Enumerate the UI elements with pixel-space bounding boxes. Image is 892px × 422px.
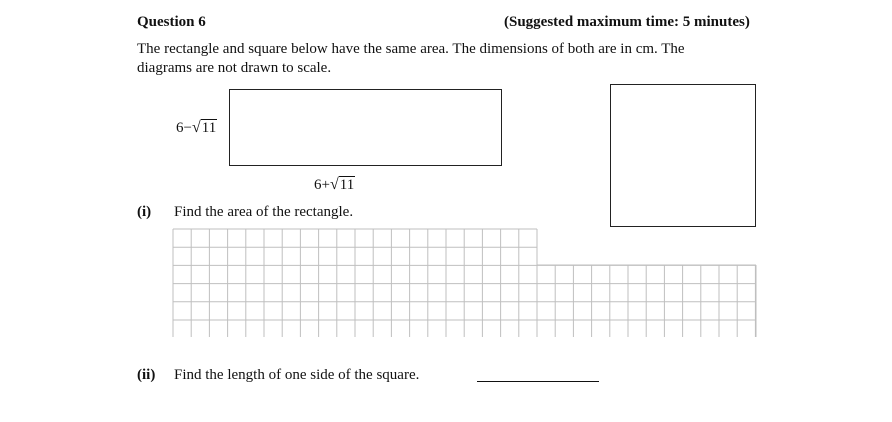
width-radical: √11 (329, 176, 355, 193)
width-radicand: 11 (339, 177, 355, 193)
suggested-time: (Suggested maximum time: 5 minutes) (504, 14, 750, 30)
height-radical: √11 (191, 119, 217, 136)
height-coef: 6 (176, 120, 184, 136)
part-ii-number: (ii) (137, 367, 156, 383)
width-coef: 6 (314, 177, 322, 193)
question-title: Question 6 (137, 14, 206, 30)
height-radicand: 11 (201, 120, 217, 136)
part-i-text: Find the area of the rectangle. (174, 204, 354, 220)
grid-lines (173, 229, 756, 337)
part-i-number: (i) (137, 204, 152, 220)
answer-line[interactable] (477, 381, 599, 382)
question-intro: The rectangle and square below have the same area. The dimensions of both are in cm. The diagrams are not drawn to scale. (137, 41, 685, 76)
part-ii-text: Find the length of one side of the square. (174, 367, 420, 383)
height-operator: − (183, 120, 192, 136)
width-operator: + (321, 177, 330, 193)
